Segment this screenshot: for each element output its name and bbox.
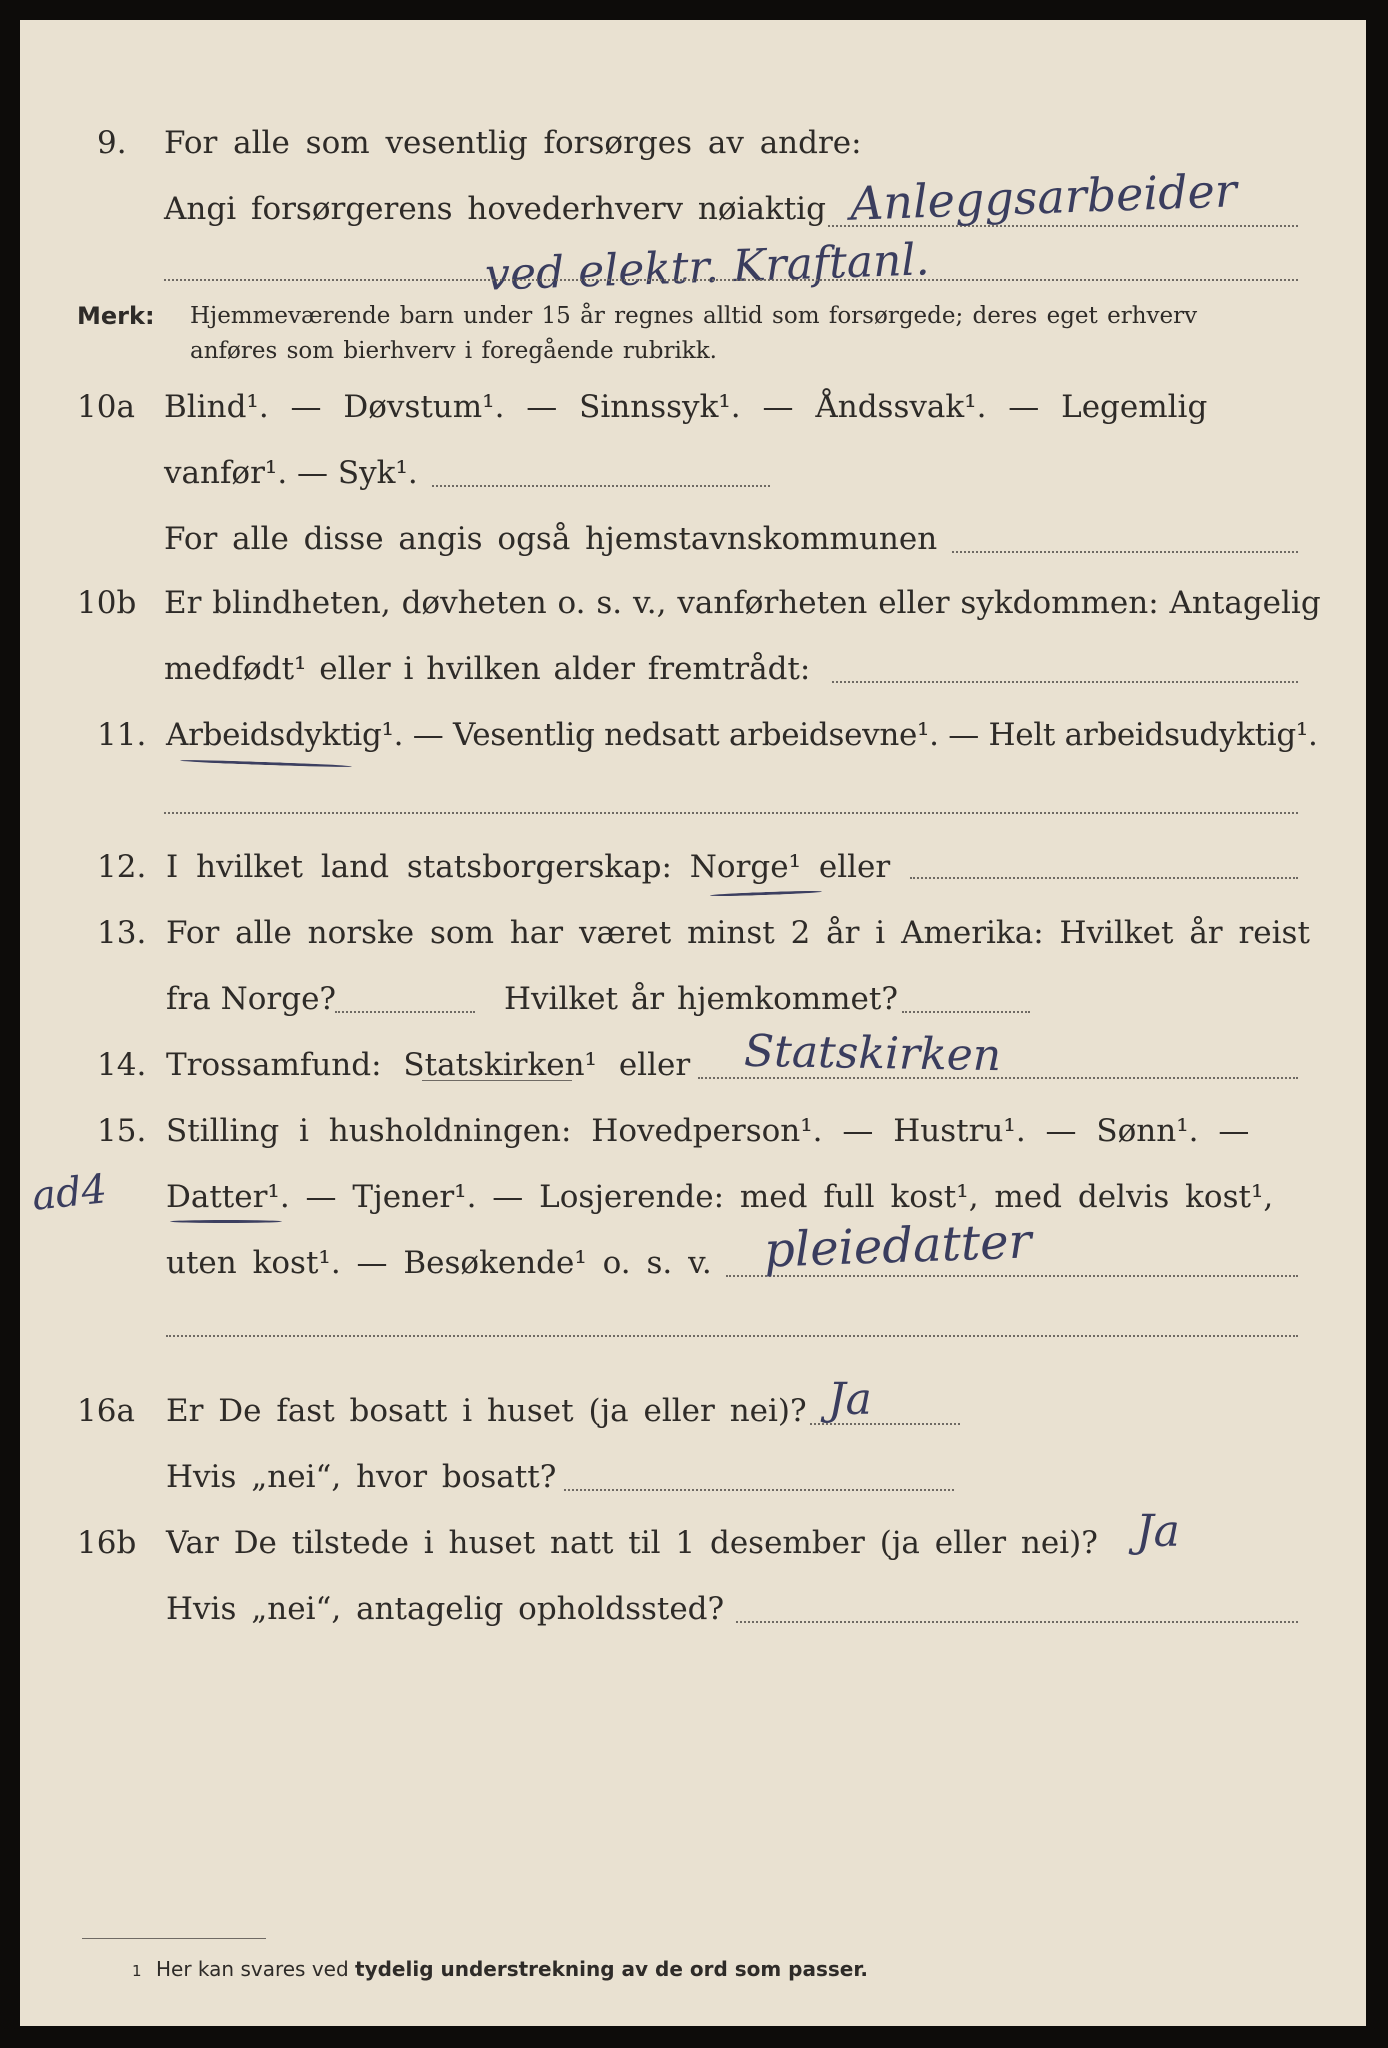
merk-label: Merk: [77,302,155,330]
q10b-answer-line [832,681,1298,683]
q13-year-left-line [335,1011,475,1013]
q9-line1: For alle som vesentlig forsørges av andre: [164,125,862,161]
q13-line1: For alle norske som har været minst 2 år i Amerika: Hvilket år reist [166,915,1310,951]
footnote-text-plain: Her kan svares ved [156,1957,356,1981]
merk-line2: anføres som bierhverv i foregående rubrikk. [190,338,717,364]
q11-underline-arbeidsdyktig [180,759,352,768]
q16a-line1: Er De fast bosatt i huset (ja eller nei)? [166,1393,807,1429]
q10b-line1: Er blindheten, døvheten o. s. v., vanførheten eller sykdommen: Antagelig [164,585,1321,621]
q15-underline-datter [170,1220,282,1223]
q16b-line1: Var De tilstede i huset natt til 1 desember (ja eller nei)? [166,1525,1098,1561]
q16b-number: 16b [77,1525,137,1561]
q14-underline-statskirken [422,1080,572,1081]
q15-line2: Datter¹. — Tjener¹. — Losjerende: med full kost¹, med delvis kost¹, [166,1179,1274,1215]
q10a-hometown-line [952,551,1298,553]
q15-margin-note: ad4 [29,1166,110,1220]
q16a-line2: Hvis „nei“, hvor bosatt? [166,1459,557,1495]
q16a-number: 16a [77,1393,135,1429]
q13-line2b: Hvilket år hjemkommet? [504,981,898,1017]
q10b-number: 10b [77,585,137,621]
q15-extra-line [166,1335,1298,1337]
q10a-line3: For alle disse angis også hjemstavnskommunen [164,521,938,557]
q10a-line1: Blind¹. — Døvstum¹. — Sinnssyk¹. — Åndssvak¹. — Legemlig [164,389,1208,425]
q9-number: 9. [97,125,127,161]
q15-number: 15. [97,1113,147,1149]
census-form-page [20,20,1366,2026]
q16b-handwritten-answer: Ja [1136,1506,1180,1557]
footnote-text [156,1956,868,1982]
q15-line1: Stilling i husholdningen: Hovedperson¹. — Hustru¹. — Sønn¹. — [166,1113,1250,1149]
q15-line3: uten kost¹. — Besøkende¹ o. s. v. [166,1245,712,1281]
q13-number: 13. [97,915,147,951]
q13-line2a: fra Norge? [166,981,337,1017]
footnote-mark: 1 [132,1962,142,1980]
q11-answer-line [164,812,1298,814]
q16b-line2: Hvis „nei“, antagelig opholdssted? [166,1591,725,1627]
q9-answer-line2 [164,279,1298,281]
q16b-location-line [736,1621,1298,1623]
q14-handwritten-answer: Statskirken [743,1025,1002,1082]
q14-line1: Trossamfund: Statskirken¹ eller [166,1047,691,1083]
q12-line1: I hvilket land statsborgerskap: Norge¹ eller [166,849,891,885]
footnote-text-bold: tydelig understrekning av de ord som passer. [355,1957,868,1981]
q15-handwritten-answer: pleiedatter [763,1213,1033,1279]
q10a-answer-line [432,485,770,487]
footnote-separator [82,1938,266,1939]
q10a-number: 10a [77,389,135,425]
q9-handwritten-answer1: Anleggsarbeider [849,163,1238,231]
q10a-line2: vanfør¹. — Syk¹. [164,455,418,491]
q11-line1: Arbeidsdyktig¹. — Vesentlig nedsatt arbeidsevne¹. — Helt arbeidsudyktig¹. [166,717,1318,753]
q14-number: 14. [97,1047,147,1083]
q16a-handwritten-answer: Ja [828,1374,872,1425]
q12-underline-norge [710,890,822,897]
q16a-where-line [564,1489,954,1491]
q12-number: 12. [97,849,147,885]
q12-answer-line [910,877,1298,879]
merk-line1: Hjemmeværende barn under 15 år regnes alltid som forsørgede; deres eget erhverv [190,303,1198,329]
q9-line2: Angi forsørgerens hovederhverv nøiaktig [164,191,826,227]
q9-handwritten-answer2: ved elektr. Kraftanl. [484,234,931,301]
q13-year-returned-line [902,1011,1030,1013]
q11-number: 11. [97,717,147,753]
q10b-line2: medfødt¹ eller i hvilken alder fremtrådt: [164,651,811,687]
